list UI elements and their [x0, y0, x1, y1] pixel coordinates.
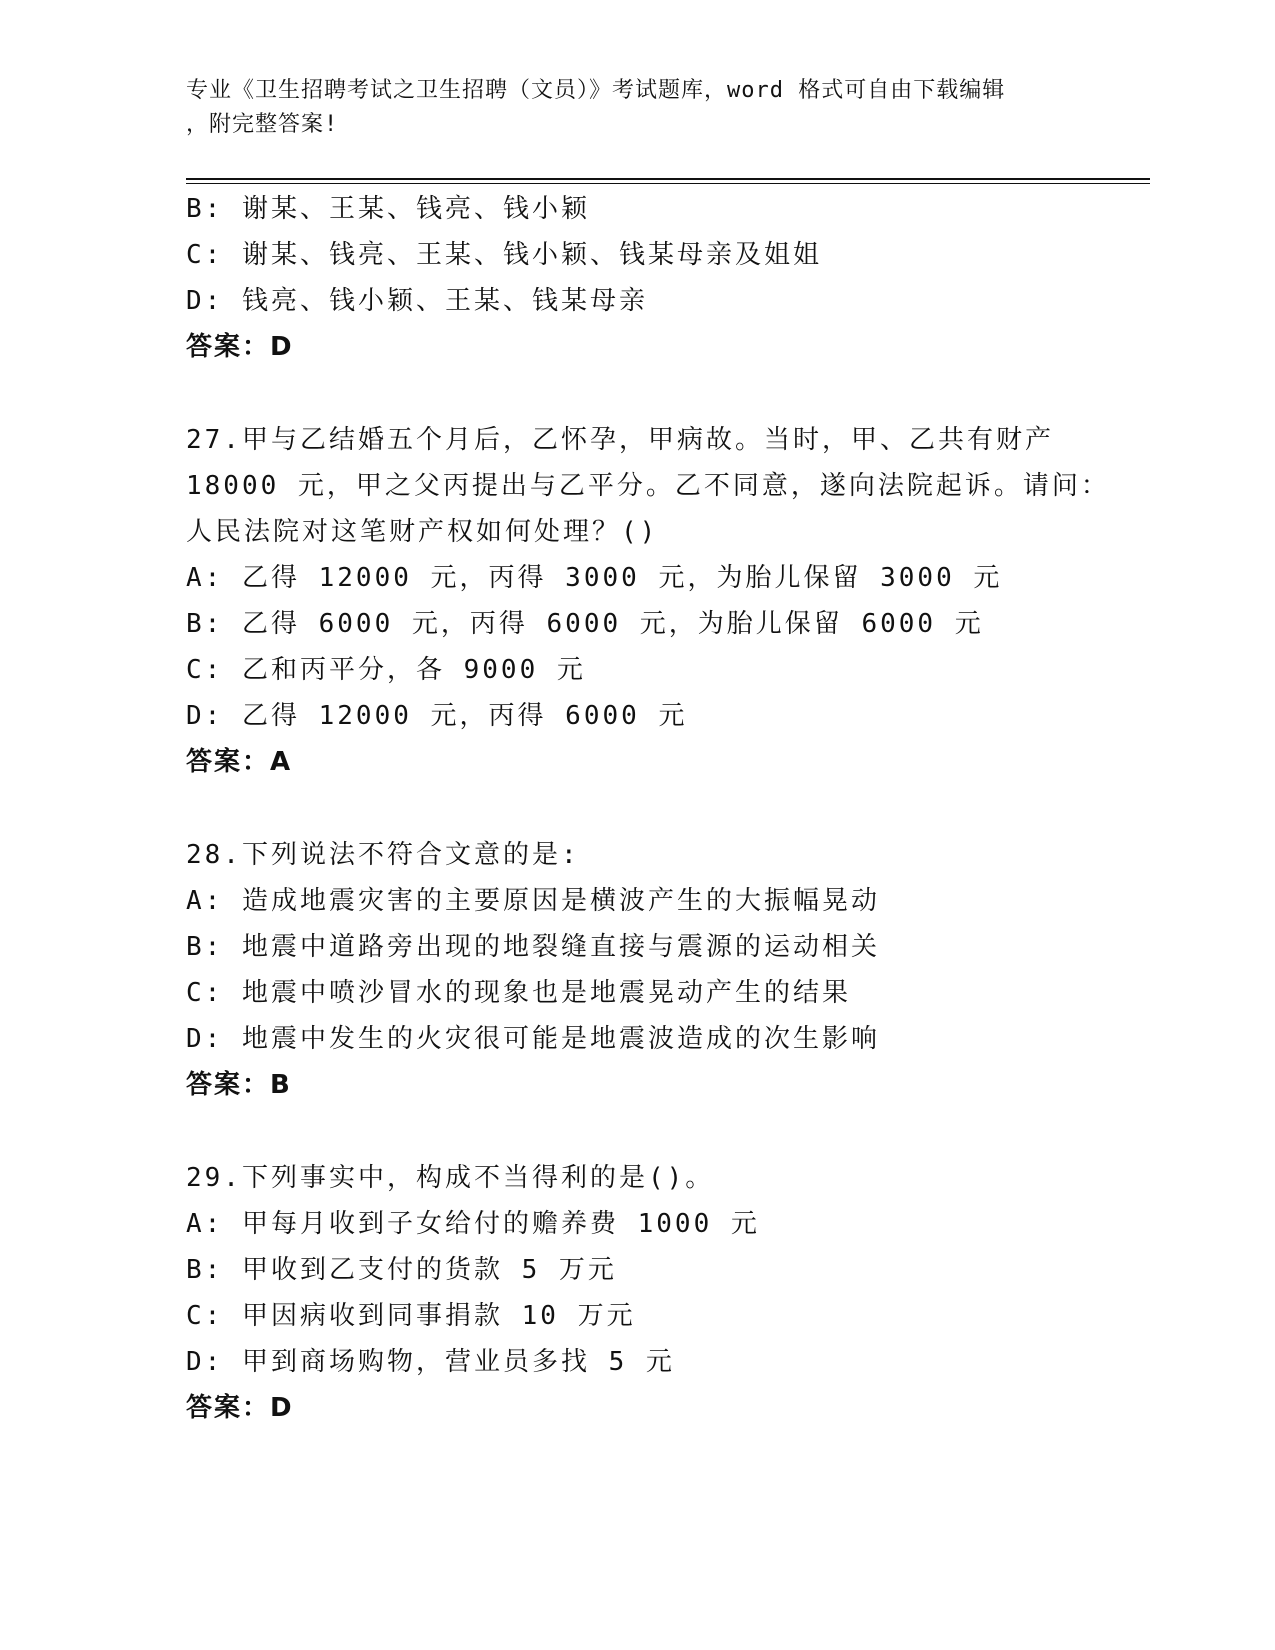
spacer: [186, 785, 1086, 832]
option-b: B: 地震中道路旁出现的地裂缝直接与震源的运动相关: [186, 932, 880, 962]
spacer: [186, 370, 1086, 417]
option-d: D: 地震中发生的火灾很可能是地震波造成的次生影响: [186, 1024, 880, 1054]
option-c: C: 乙和丙平分，各 9000 元: [186, 655, 586, 685]
header-line-2: ，附完整答案!: [186, 112, 339, 137]
option-a: A: 造成地震灾害的主要原因是横波产生的大振幅晃动: [186, 886, 880, 916]
option-d: D: 甲到商场购物，营业员多找 5 元: [186, 1347, 675, 1377]
question-stem: 27.甲与乙结婚五个月后，乙怀孕，甲病故。当时，甲、乙共有财产: [186, 425, 1054, 455]
question-26-continued: [186, 186, 1086, 370]
option-a: A: 甲每月收到子女给付的赡养费 1000 元: [186, 1209, 760, 1239]
option-d: D: 钱亮、钱小颖、王某、钱某母亲: [186, 286, 648, 316]
header-divider-thick: [186, 178, 1150, 180]
option-a: A: 乙得 12000 元，丙得 3000 元，为胎儿保留 3000 元: [186, 563, 1003, 593]
spacer: [186, 1108, 1086, 1155]
option-b: B: 乙得 6000 元，丙得 6000 元，为胎儿保留 6000 元: [186, 609, 984, 639]
answer-label: 答案：A: [186, 747, 293, 777]
option-b: B: 谢某、王某、钱亮、钱小颖: [186, 194, 590, 224]
question-stem: 人民法院对这笔财产权如何处理？(): [186, 517, 659, 547]
header-line-1: 专业《卫生招聘考试之卫生招聘（文员）》考试题库，word 格式可自由下载编辑: [186, 78, 1006, 103]
document-header: [186, 74, 1066, 142]
answer-label: 答案：D: [186, 332, 294, 362]
option-b: B: 甲收到乙支付的货款 5 万元: [186, 1255, 617, 1285]
question-stem: 29.下列事实中，构成不当得利的是()。: [186, 1163, 715, 1193]
question-28: [186, 832, 1086, 1108]
option-d: D: 乙得 12000 元，丙得 6000 元: [186, 701, 688, 731]
question-stem: 28.下列说法不符合文意的是:: [186, 840, 580, 870]
option-c: C: 谢某、钱亮、王某、钱小颖、钱某母亲及姐姐: [186, 240, 822, 270]
header-divider-thin: [186, 183, 1150, 184]
answer-label: 答案：D: [186, 1393, 294, 1423]
option-c: C: 地震中喷沙冒水的现象也是地震晃动产生的结果: [186, 978, 851, 1008]
question-29: [186, 1155, 1086, 1431]
question-stem: 18000 元，甲之父丙提出与乙平分。乙不同意，遂向法院起诉。请问：: [186, 471, 1110, 501]
option-c: C: 甲因病收到同事捐款 10 万元: [186, 1301, 636, 1331]
question-27: [186, 417, 1110, 785]
answer-label: 答案：B: [186, 1070, 292, 1100]
question-list: [186, 186, 1110, 1431]
